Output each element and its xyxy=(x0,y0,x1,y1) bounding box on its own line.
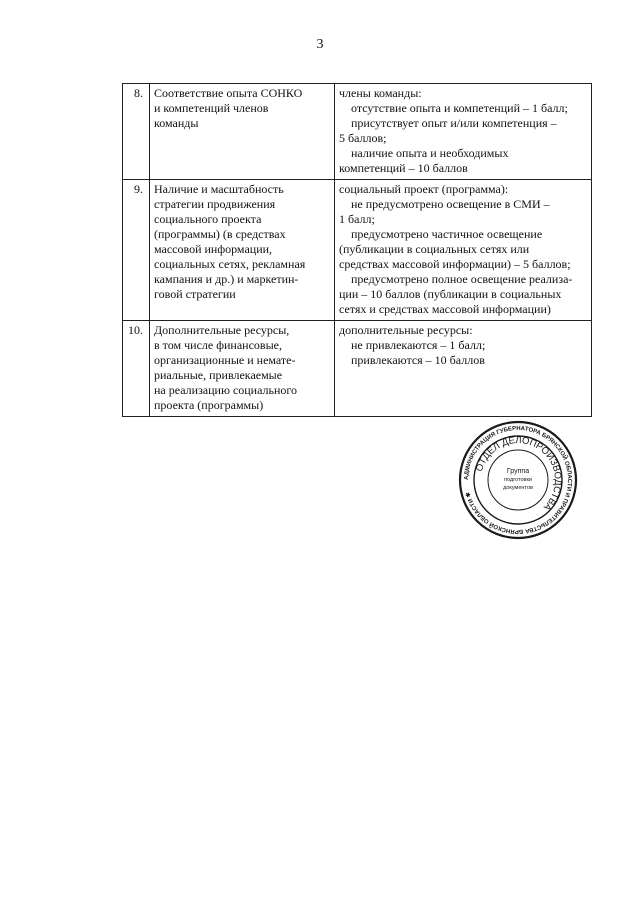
scoring-line: сетях и средствах массовой информации) xyxy=(339,302,551,316)
criterion-line: Соответствие опыта СОНКО xyxy=(154,86,303,100)
criterion-line: (программы) (в средствах xyxy=(154,227,286,241)
criterion-line: на реализацию социального xyxy=(154,383,298,397)
scoring-line: 5 баллов; xyxy=(339,131,387,145)
criterion-line: проекта (программы) xyxy=(154,398,264,412)
stamp-center-line: подготовки xyxy=(504,477,532,483)
criterion-cell xyxy=(150,84,335,180)
criterion-line: социального проекта xyxy=(154,212,262,226)
scoring-line: члены команды: xyxy=(339,86,422,100)
criterion-line: в том числе финансовые, xyxy=(154,338,282,352)
row-number: 8. xyxy=(123,84,150,180)
scoring-cell xyxy=(335,180,592,321)
table-row xyxy=(123,321,592,417)
table-body xyxy=(123,84,592,417)
criterion-line: говой стратегии xyxy=(154,287,236,301)
table-row xyxy=(123,84,592,180)
row-number: 10. xyxy=(123,321,150,417)
row-number: 9. xyxy=(123,180,150,321)
scoring-line: компетенций – 10 баллов xyxy=(339,161,468,175)
stamp-center-line: документов xyxy=(503,485,533,491)
table-row xyxy=(123,180,592,321)
criteria-table xyxy=(122,83,592,417)
scoring-cell xyxy=(335,84,592,180)
scoring-line: средствах массовой информации) – 5 баллов; xyxy=(339,257,571,271)
scoring-line: отсутствие опыта и компетенций – 1 балл; xyxy=(351,101,568,115)
criterion-line: кампания и др.) и маркетин- xyxy=(154,272,299,286)
official-stamp xyxy=(458,420,578,540)
stamp-center-text xyxy=(503,468,533,491)
scoring-cell xyxy=(335,321,592,417)
criterion-line: стратегии продвижения xyxy=(154,197,276,211)
criterion-line: риальные, привлекаемые xyxy=(154,368,283,382)
criterion-line: и компетенций членов xyxy=(154,101,269,115)
criterion-line: Наличие и масштабность xyxy=(154,182,284,196)
scoring-line: присутствует опыт и/или компетенция – xyxy=(351,116,557,130)
stamp-department-text: ОТДЕЛ ДЕЛОПРОИЗВОДСТВА xyxy=(474,434,564,513)
page-number: 3 xyxy=(316,37,324,52)
scoring-line: социальный проект (программа): xyxy=(339,182,509,196)
criterion-line: социальных сетях, рекламная xyxy=(154,257,306,271)
scoring-line: дополнительные ресурсы: xyxy=(339,323,473,337)
scoring-line: не привлекаются – 1 балл; xyxy=(351,338,486,352)
scoring-line: предусмотрено частичное освещение xyxy=(351,227,543,241)
scoring-line: наличие опыта и необходимых xyxy=(351,146,509,160)
scoring-line: 1 балл; xyxy=(339,212,375,226)
stamp-center-line: Группа xyxy=(506,468,530,475)
criterion-line: организационные и немате- xyxy=(154,353,296,367)
criterion-line: Дополнительные ресурсы, xyxy=(154,323,290,337)
stamp-ring-text: АДМИНИСТРАЦИЯ ГУБЕРНАТОРА БРЯНСКОЙ ОБЛАСТИ И ПРАВИТЕЛЬСТВА БРЯНСКОЙ ОБЛАСТИ ✱ xyxy=(463,425,573,535)
criterion-cell xyxy=(150,321,335,417)
scoring-line: предусмотрено полное освещение реализа- xyxy=(351,272,573,286)
scoring-line: не предусмотрено освещение в СМИ – xyxy=(351,197,550,211)
criterion-cell xyxy=(150,180,335,321)
criterion-line: команды xyxy=(154,116,199,130)
criterion-line: массовой информации, xyxy=(154,242,273,256)
scoring-line: привлекаются – 10 баллов xyxy=(351,353,485,367)
scoring-line: ции – 10 баллов (публикации в социальных xyxy=(339,287,562,301)
scoring-line: (публикации в социальных сетях или xyxy=(339,242,530,256)
